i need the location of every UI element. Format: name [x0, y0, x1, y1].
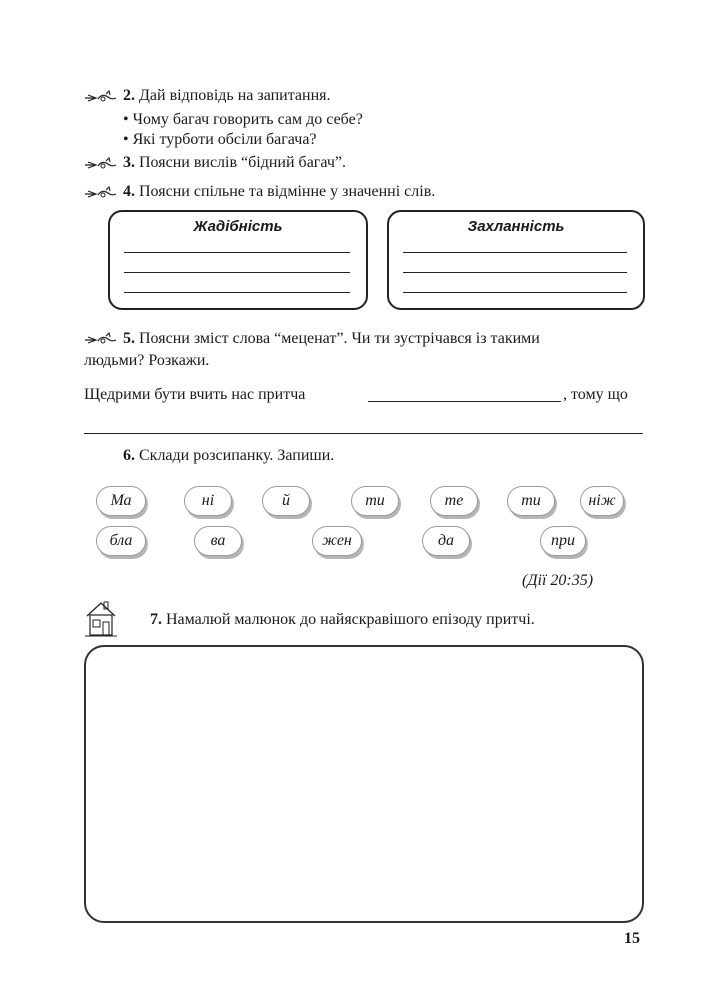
task-3-text: Поясни вислів “бідний багач”.: [139, 154, 346, 171]
answer-line[interactable]: [403, 272, 627, 273]
task-2-bullet-2: • Які турботи обсіли багача?: [123, 131, 317, 148]
syllable-card[interactable]: бла: [96, 526, 146, 556]
answer-line[interactable]: [124, 252, 350, 253]
syllable-card[interactable]: ні: [184, 486, 232, 516]
task-4-number: 4.: [123, 183, 135, 200]
task-4-text: Поясни спільне та відмінне у значенні слів.: [139, 183, 436, 200]
syllable-card[interactable]: ти: [351, 486, 399, 516]
writing-hand-icon: [84, 157, 118, 171]
word-box-left: [108, 210, 368, 310]
task-6: [123, 446, 334, 466]
task-2-bullet-1: • Чому багач говорить сам до себе?: [123, 111, 363, 128]
answer-line[interactable]: [124, 272, 350, 273]
page-number: 15: [624, 930, 640, 947]
syllable-card[interactable]: ва: [194, 526, 242, 556]
bullet-text: Які турботи обсіли багача?: [132, 131, 317, 148]
task-6-text: Склади розсипанку. Запиши.: [139, 447, 335, 464]
drawing-area[interactable]: [84, 645, 644, 923]
continuation-line[interactable]: [84, 433, 643, 434]
syllable-card[interactable]: й: [262, 486, 310, 516]
bullet-text: Чому багач говорить сам до себе?: [132, 111, 363, 128]
task-5-line-2: людьми? Розкажи.: [84, 352, 210, 369]
task-5-line-1: Поясни зміст слова “меценат”. Чи ти зустрічався із такими: [139, 330, 540, 347]
word-box-title: Жадібність: [193, 218, 283, 235]
syllable-card[interactable]: при: [540, 526, 586, 556]
answer-line[interactable]: [124, 292, 350, 293]
task-4: [123, 182, 435, 202]
syllable-card[interactable]: те: [430, 486, 478, 516]
task-2-number: 2.: [123, 87, 135, 104]
syllable-card[interactable]: ніж: [580, 486, 624, 516]
bible-reference: (Дії 20:35): [522, 572, 594, 589]
writing-hand-icon: [84, 90, 118, 104]
syllable-card[interactable]: ти: [507, 486, 555, 516]
task-5-number: 5.: [123, 330, 135, 347]
syllable-card[interactable]: жен: [312, 526, 362, 556]
answer-line[interactable]: [403, 292, 627, 293]
answer-line[interactable]: [403, 252, 627, 253]
task-3-number: 3.: [123, 154, 135, 171]
task-2-text: Дай відповідь на запитання.: [139, 87, 331, 104]
task-5: [123, 329, 540, 349]
writing-hand-icon: [84, 186, 118, 200]
word-box-right: [387, 210, 645, 310]
task-2: [123, 86, 331, 106]
task-7-number: 7.: [150, 611, 162, 628]
task-6-number: 6.: [123, 447, 135, 464]
house-icon: [84, 598, 118, 638]
syllable-card[interactable]: Ма: [96, 486, 146, 516]
task-3: [123, 153, 346, 173]
parable-suffix: , тому що: [563, 386, 628, 403]
syllable-card[interactable]: да: [422, 526, 470, 556]
word-box-title: Захланність: [467, 218, 565, 235]
task-7: [150, 610, 535, 630]
parable-prefix: Щедрими бути вчить нас притча: [84, 386, 306, 403]
writing-hand-icon: [84, 332, 118, 346]
task-7-text: Намалюй малюнок до найяскравішого епізоду притчі.: [166, 611, 535, 628]
parable-answer-line[interactable]: [368, 401, 561, 402]
